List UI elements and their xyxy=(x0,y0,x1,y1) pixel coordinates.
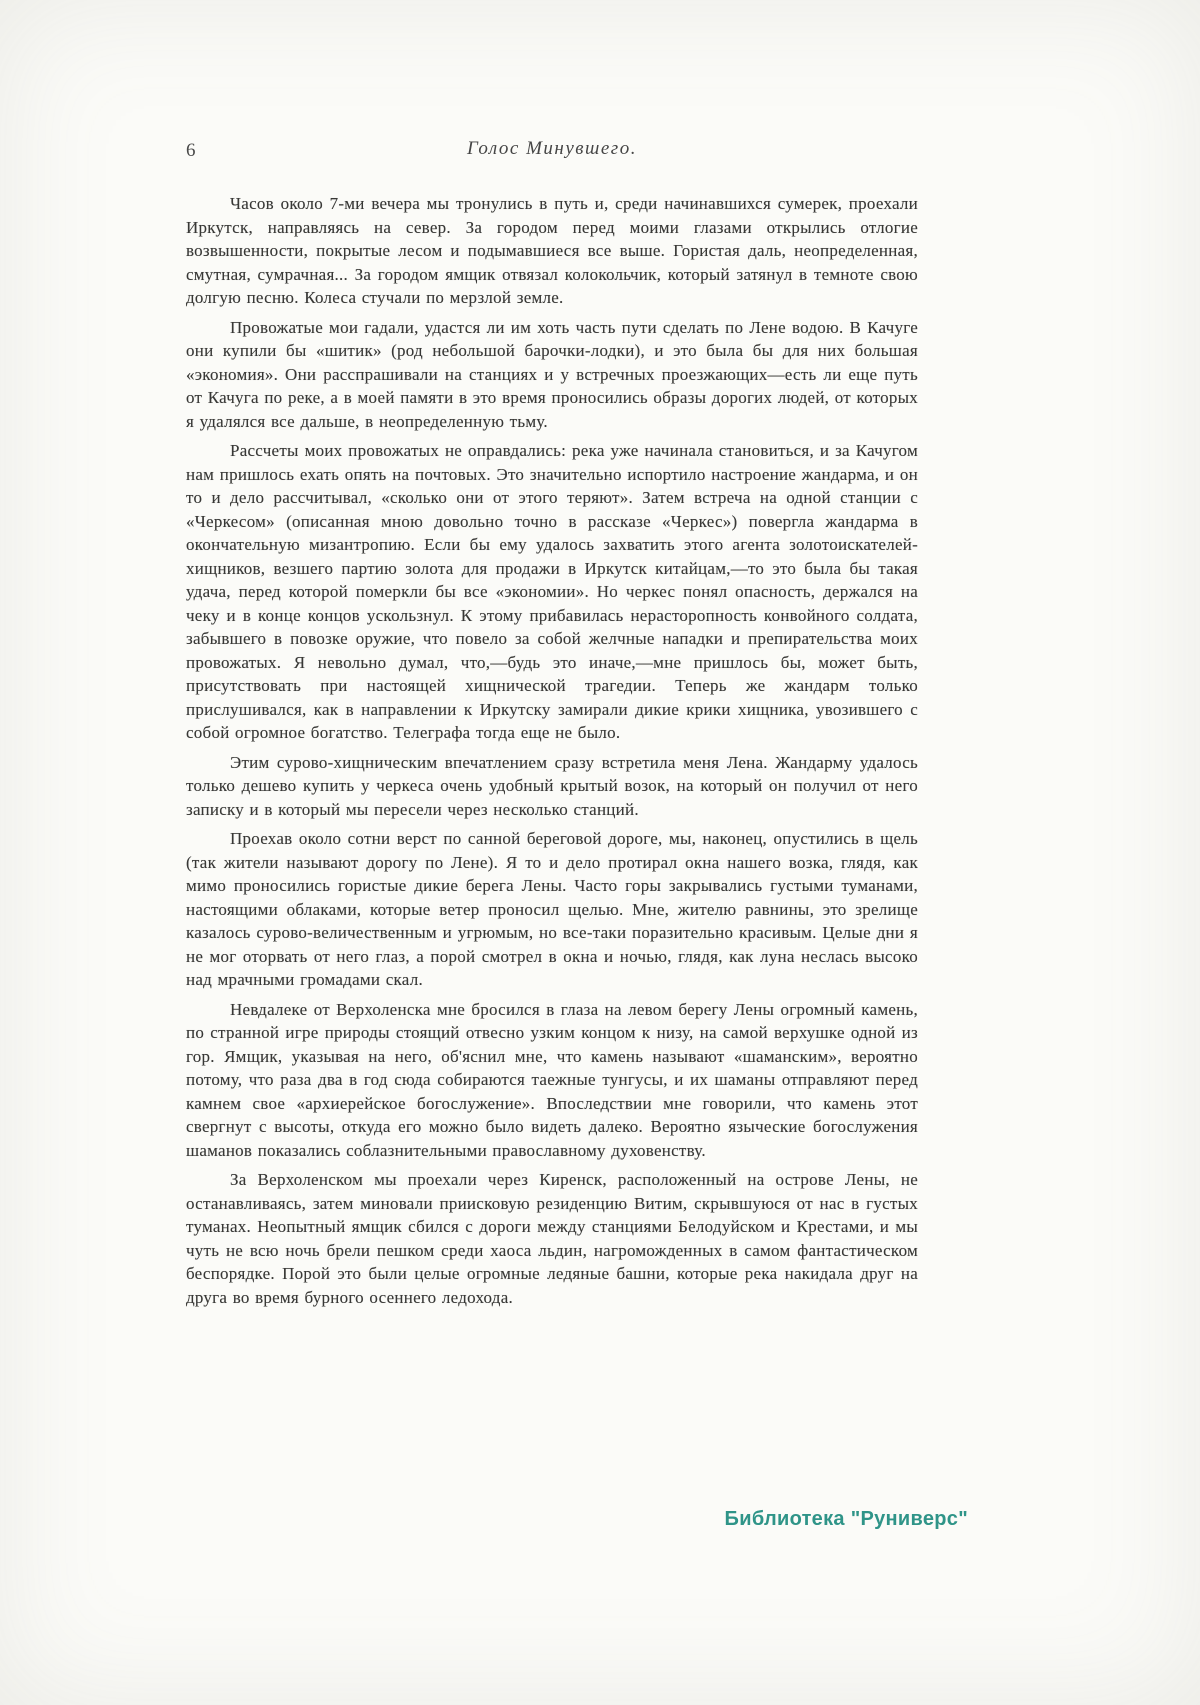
running-title: Голос Минувшего. xyxy=(467,138,637,159)
library-watermark: Библиотека "Руниверс" xyxy=(724,1508,968,1530)
paragraph: Рассчеты моих провожатых не оправдались: река уже начинала становиться, и за Качугом нам пришлось ехать опять на почтовых. Это значительно испортило настроение жандарма, и он то и дело рассчитывал, «сколько они от этого теряют». Затем встреча на одной станции с «Черкесом» (описанная мною довольно точно в рассказе «Черкес») повергла жандарма в окончательную мизантропию. Если бы ему удалось захватить этого агента золотоискателей-хищников, везшего партию золота для продажи в Иркутск китайцам,—то это была бы такая удача, перед которой померкли бы все «экономии». Но черкес понял опасность, держался на чеку и в конце концов ускользнул. К этому прибавилась нерасторопность конвойного солдата, забывшего в повозке оружие, что повело за собой желчные нападки и препирательства моих провожатых. Я невольно думал, что,—будь это иначе,—мне пришлось бы, может быть, присутствовать при настоящей хищнической трагедии. Теперь же жандарм только прислушивался, как в направлении к Иркутску замирали дикие крики хищника, увозившего с собой огромное богатство. Телеграфа тогда еще не было. xyxy=(186,441,918,742)
paragraph: За Верхоленском мы проехали через Киренск, расположенный на острове Лены, не останавливаясь, затем миновали приисковую резиденцию Витим, скрывшуюся от нас в густых туманах. Неопытный ямщик сбился с дороги между станциями Белодуйском и Крестами, и мы чуть не всю ночь брели пешком среди хаоса льдин, нагроможденных в самом фантастическом беспорядке. Порой это были целые огромные ледяные башни, которые река накидала друг на друга во время бурного осеннего ледохода. xyxy=(186,1170,918,1307)
page-number: 6 xyxy=(186,140,196,161)
paragraph: Этим сурово-хищническим впечатлением сразу встретила меня Лена. Жандарму удалось только дешево купить у черкеса очень удобный крытый возок, на который он получил от него записку и в который мы пересели через несколько станций. xyxy=(186,752,918,819)
paragraph: Провожатые мои гадали, удастся ли им хоть часть пути сделать по Лене водою. В Качуге они купили бы «шитик» (род небольшой барочки-лодки), и это была бы для них большая «экономия». Они расспрашивали на станциях и у встречных проезжающих—есть ли еще путь от Качуга по реке, а в моей памяти в это время проносились образы дорогих людей, от которых я удалялся все дальше, в неопределенную тьму. xyxy=(186,317,918,431)
page-header xyxy=(186,138,918,168)
paragraph: Проехав около сотни верст по санной береговой дороге, мы, наконец, опустились в щель (так жители называют дорогу по Лене). Я то и дело протирал окна нашего возка, глядя, как мимо проносились гористые дикие берега Лены. Часто горы закрывались густыми туманами, настоящими облаками, которые ветер проносил щелью. Мне, жителю равнины, это зрелище казалось сурово-величественным и угрюмым, но все-таки поразительно красивым. Целые дни я не мог оторвать от него глаз, а порой смотрел в окна и ночью, глядя, как луна неслась высоко над мрачными громадами скал. xyxy=(186,829,918,989)
body-text xyxy=(186,192,918,1315)
paragraph: Часов около 7-ми вечера мы тронулись в путь и, среди начинавшихся сумерек, проехали Иркутск, направляясь на север. За городом перед моими глазами открылись отлогие возвышенности, покрытые лесом и подымавшиеся все выше. Гористая даль, неопределенная, смутная, сумрачная... За городом ямщик отвязал колокольчик, который затянул в темноте свою долгую песню. Колеса стучали по мерзлой земле. xyxy=(186,194,918,307)
paragraph: Невдалеке от Верхоленска мне бросился в глаза на левом берегу Лены огромный камень, по странной игре природы стоящий отвесно узким концом к низу, на самой верхушке одной из гор. Ямщик, указывая на него, об'яснил мне, что камень называют «шаманским», вероятно потому, что раза два в год сюда собираются таежные тунгусы, и их шаманы отправляют перед камнем свое «архиерейское богослужение». Впоследствии мне говорили, что камень этот свергнут с высоты, откуда его можно было видеть далеко. Вероятно языческие богослужения шаманов показались соблазнительными православному духовенству. xyxy=(186,999,918,1160)
